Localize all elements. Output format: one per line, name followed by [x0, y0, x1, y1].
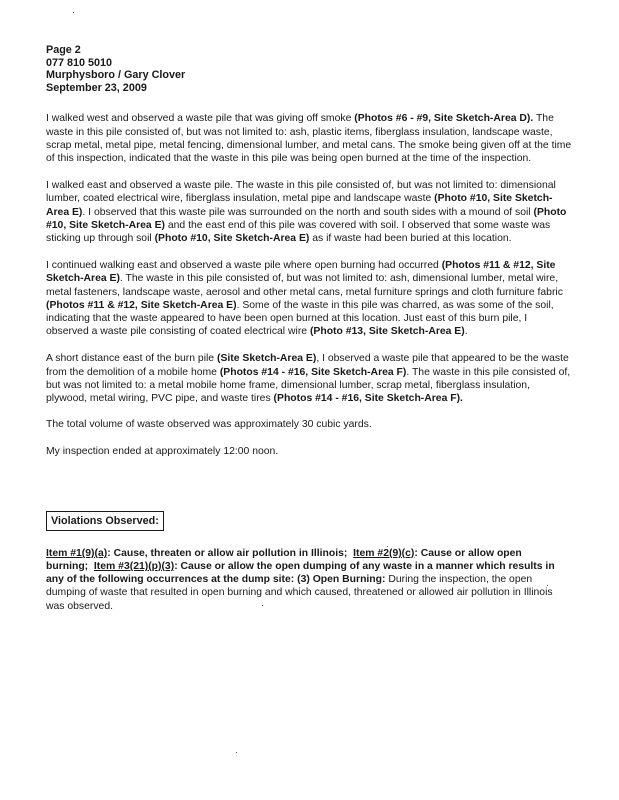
violations-heading: Violations Observed:	[46, 511, 164, 531]
paragraph-west-pile: I walked west and observed a waste pile that was giving off smoke (Photos #6 - #9, Site Sketch-Area D). The waste in this pile consisted of, but was not limited to: ash, plastic items, fiberglass insulation, landscape waste, scrap metal, metal pipe, metal fencing, dimensional lumber, and metal cans. The smoke being given off at the time of this inspection, indicated that the waste in this pile was being open burned at the time of the inspection.	[46, 113, 572, 164]
item2-reference: Item #2(9)(c)	[353, 547, 415, 559]
paragraph-total-volume: The total volume of waste observed was approximately 30 cubic yards.	[46, 419, 372, 431]
item1-reference: Item #1(9)(a)	[46, 547, 108, 559]
photo-reference: (Photos #14 - #16, Site Sketch-Area F)	[219, 366, 407, 378]
photo-reference: (Photos #6 - #9, Site Sketch-Area D).	[354, 113, 534, 125]
page-number: Page 2	[46, 44, 81, 56]
photo-reference: (Photos #14 - #16, Site Sketch-Area F).	[273, 393, 463, 405]
photo-reference: (Photos #11 & #12, Site Sketch-Area E)	[46, 260, 556, 285]
paragraph-inspection-end: My inspection ended at approximately 12:00 noon.	[46, 446, 279, 458]
item3-reference: Item #3(21)(p)(3)	[93, 561, 175, 573]
scan-speck	[387, 546, 388, 547]
scan-speck	[73, 12, 74, 13]
scan-speck	[236, 752, 237, 753]
site-name: Murphysboro / Gary Clover	[46, 69, 186, 82]
paragraph-mobile-home: A short distance east of the burn pile (Site Sketch-Area E), I observed a waste pile that appeared to be the waste from the demolition of a mobile home (Photos #14 - #16, Site Sketch-Area F). The waste in this pile consisted of, but was not limited to: a metal mobile home frame, dimensional lumber, scrap metal, fiberglass insulation, plywood, metal wiring, PVC pipe, and waste tires (Photos #14 - #16, Site Sketch-Area F).	[46, 353, 571, 405]
violations-text: Item #1(9)(a): Cause, threaten or allow air pollution in Illinois; Item #2(9)(c): Cause or allow open burning; Item #3(21)(p)(3): Cause or allow the open dumping of any waste in a manner which results in any of the following occurrences at the dump site: (3) Open Burning: During the inspection, the open dumping of waste that resulted in open burning and which caused, threatened or allowed air pollution in Illinois was observed.	[46, 547, 555, 612]
photo-reference: (Photo #13, Site Sketch-Area E)	[309, 326, 465, 338]
photo-reference: (Photo #10, Site Sketch-Area E)	[46, 206, 567, 231]
document-body	[46, 44, 572, 613]
violation-description: During the inspection, the open dumping of waste that resulted in open burning and which caused, threatened or allowed air pollution in Illinois was observed.	[46, 574, 553, 612]
scan-speck	[547, 585, 548, 586]
photo-reference: (Photos #11 & #12, Site Sketch-Area E)	[46, 299, 237, 311]
paragraph-burn-pile: I continued walking east and observed a waste pile where open burning had occurred (Photos #11 & #12, Site Sketch-Area E). The waste in this pile consisted of, but was not limited to: ash, dimensional lumber, metal wire, metal fasteners, landscape waste, aerosol and other metal cans, metal furniture springs and cloth furniture fabric (Photos #11 & #12, Site Sketch-Area E). Some of the waste in this pile was charred, as was some of the soil, indicating that the waste appeared to have been open burned at this location. Just east of this burn pile, I observed a waste pile consisting of coated electrical wire (Photo #13, Site Sketch-Area E).	[46, 260, 563, 338]
inspection-date: September 23, 2009	[46, 81, 147, 94]
photo-reference: (Photo #10, Site Sketch-Area E)	[154, 233, 310, 244]
photo-reference: (Photo #10, Site Sketch-Area E)	[46, 193, 553, 218]
photo-reference: (Site Sketch-Area E)	[216, 353, 317, 365]
site-id: 077 810 5010	[46, 56, 113, 69]
scan-speck	[262, 605, 263, 606]
paragraph-east-pile: I walked east and observed a waste pile. The waste in this pile consisted of, but was not limited to: dimensional lumber, coated electrical wire, fiberglass insulation, metal pipe and landscape waste (Photo #10, Site Sketch-Area E). I observed that this waste pile was surrounded on the north and south sides with a mound of soil (Photo #10, Site Sketch-Area E) and the east end of this pile was covered with soil. I observed that some waste was sticking up through soil (Photo #10, Site Sketch-Area E) as if waste had been buried at this location.	[46, 180, 567, 244]
